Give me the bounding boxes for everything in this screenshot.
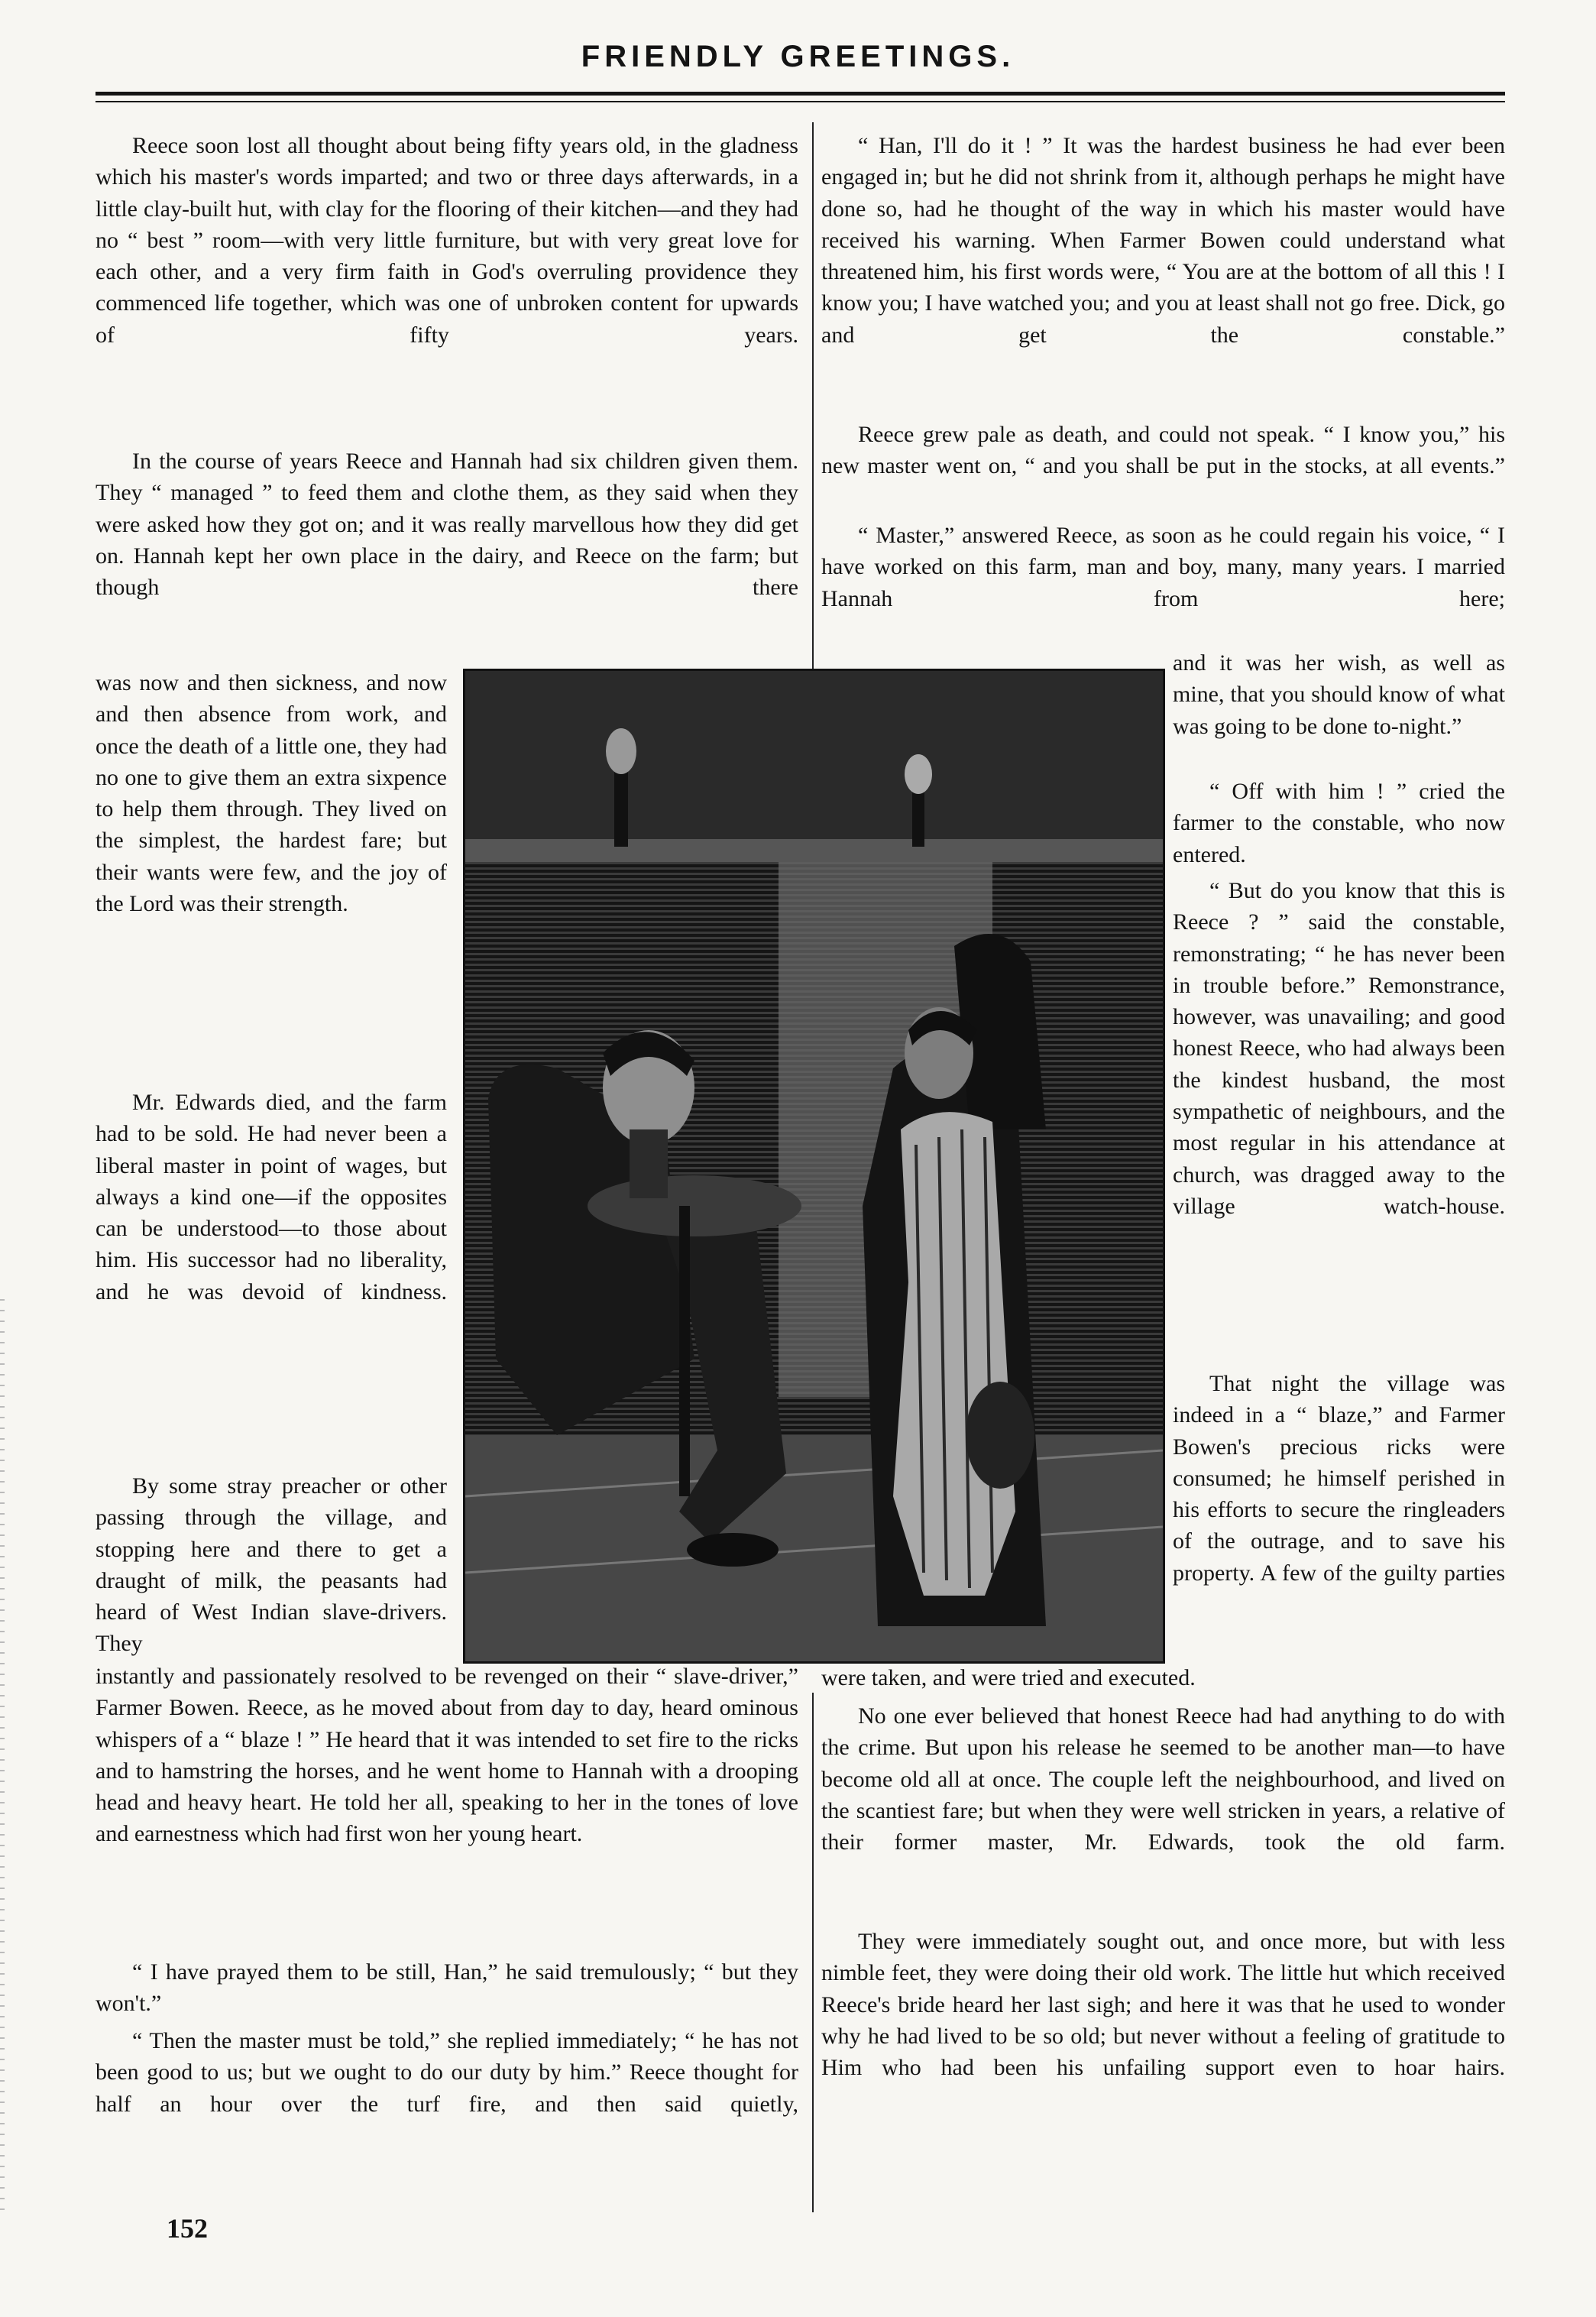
paragraph: Reece soon lost all thought about being fifty years old, in the gladness which his master's words imparted; and two or three days afterwards, in a little clay-built hut, with clay for the flooring of their kitchen—and they had no “ best ” room—with very little furniture, but with very great love for each other, and a very firm faith in God's overruling providence they commenced life together, which was one of unbroken content for upwards of fifty years.	[96, 133, 798, 348]
paragraph: “ Off with him ! ” cried the farmer to the constable, who now entered.	[1173, 779, 1505, 867]
header-rule-thin	[96, 101, 1505, 102]
paragraph: “ Master,” answered Reece, as soon as he could regain his voice, “ I have worked on this farm, man and boy, many, many years. I married Hannah from here;	[821, 523, 1505, 611]
engraving-scene	[465, 671, 1163, 1661]
page-number: 152	[167, 2213, 208, 2244]
engraving-illustration	[463, 669, 1165, 1664]
paragraph: instantly and passionately resolved to be revenged on their “ slave-driver,” Farmer Bowen. Reece, as he moved about from day to day, heard ominous whispers of a “ blaze ! ” He heard that it was intended to set fire to the ricks and to hamstring the horses, and he went home to Hannah with a drooping head and heavy heart. He told her all, speaking to her in the tones of love and earnestness which had first won her young heart.	[96, 1664, 798, 1847]
paragraph: “ Han, I'll do it ! ” It was the hardest business he had ever been engaged in; but he did not shrink from it, although perhaps he might have done so, had he thought of the way in which his master would have received his warning. When Farmer Bowen could understand what threatened him, his first words were, “ You are at the bottom of all this ! I know you; I have watched you; and you at least shall not go free. Dick, go and get the constable.”	[821, 133, 1505, 348]
paragraph: They were immediately sought out, and once more, but with less nimble feet, they were doing their old work. The little hut which received Reece's bride heard her last sigh; and here it was that he used to wonder why he had lived to be so old; but never without a feeling of gratitude to Him who had been his unfailing support even to hoar hairs.	[821, 1929, 1505, 2081]
paragraph: Mr. Edwards died, and the farm had to be sold. He had never been a liberal master in point of wages, but always a kind one—if the opposites can be understood—to those about him. His successor had no liberality, and he was devoid of kindness.	[96, 1090, 447, 1304]
paragraph: “ But do you know that this is Reece ? ” said the constable, remonstrating; “ he has never been in trouble before.” Remonstrance, however, was unavailing; and good honest Reece, who had always been the kindest husband, the most sympathetic of neighbours, and the most regular in his attendance at church, was dragged away to the village watch-house.	[1173, 878, 1505, 1219]
paragraph: was now and then sickness, and now and then absence from work, and once the death of a little one, they had no one to give them an extra sixpence to help them through. They lived on the simplest, the hardest fare; but their wants were few, and the joy of the Lord was their strength.	[96, 670, 447, 917]
header-rule-thick	[96, 92, 1505, 96]
paragraph: By some stray preacher or other passing through the village, and stopping here and there to get a draught of milk, the peasants had heard of West Indian slave-drivers. They	[96, 1473, 447, 1657]
paragraph: were taken, and were tried and executed.	[821, 1665, 1196, 1690]
paragraph: Reece grew pale as death, and could not speak. “ I know you,” his new master went on, “ and you shall be put in the stocks, at all events.”	[821, 422, 1505, 479]
column-divider-bottom	[812, 1693, 814, 2212]
running-header: FRIENDLY GREETINGS.	[581, 40, 1015, 73]
paragraph: and it was her wish, as well as mine, that you should know of what was going to be done to-night.”	[1173, 650, 1505, 739]
paragraph: No one ever believed that honest Reece had had anything to do with the crime. But upon his release he seemed to be another man—to have become old all at once. The couple left the neighbourhood, and lived on the scantiest fare; but when they were well stricken in years, a relative of their former master, Mr. Edwards, took the old farm.	[821, 1703, 1505, 1855]
paragraph: That night the village was indeed in a “ blaze,” and Farmer Bowen's precious ricks were consumed; he himself perished in his efforts to secure the ringleaders of the outrage, and to save his property. A few of the guilty parties	[1173, 1371, 1505, 1586]
paragraph: In the course of years Reece and Hannah had six children given them. They “ managed ” to feed them and clothe them, as they said when they were asked how they got on; and it was really marvellous how they did get on. Hannah kept her own place in the dairy, and Reece on the farm; but though there	[96, 449, 798, 601]
paragraph: “ I have prayed them to be still, Han,” he said tremulously; “ but they won't.”	[96, 1959, 798, 2017]
paragraph: “ Then the master must be told,” she replied immediately; “ he has not been good to us; but we ought to do our duty by him.” Reece thought for half an hour over the turf fire, and then said quietly,	[96, 2028, 798, 2117]
page-edge-marks	[0, 1299, 5, 2216]
